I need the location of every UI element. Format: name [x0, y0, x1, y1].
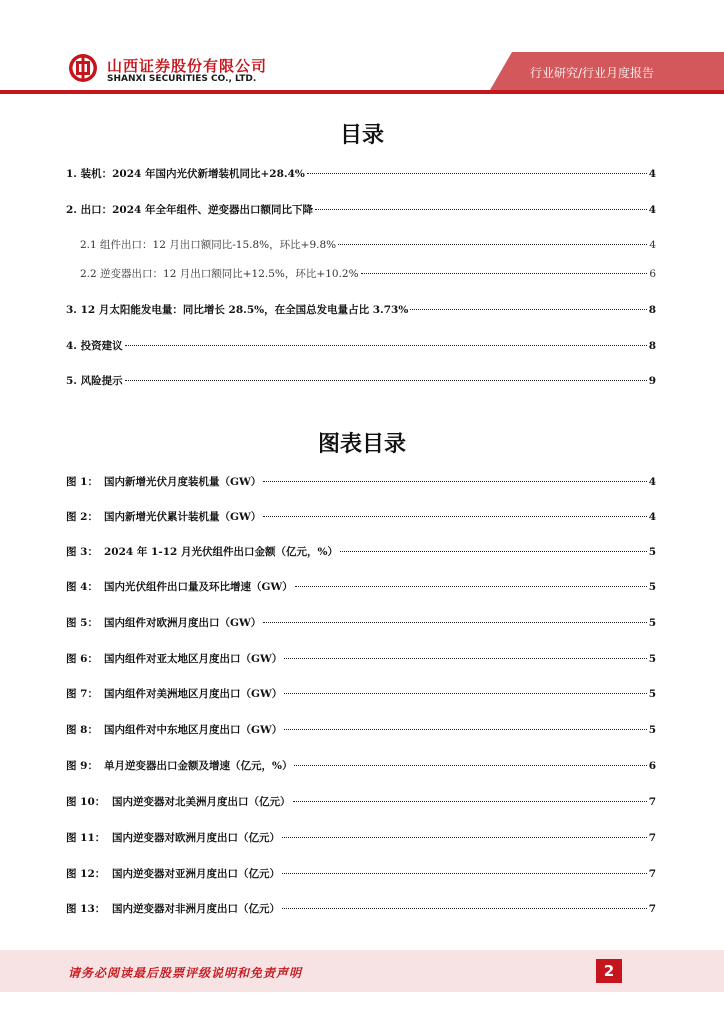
- figure-title: 2024 年 1-12 月光伏组件出口金额（亿元，%）: [104, 546, 338, 558]
- leader-dots: [282, 837, 647, 838]
- figure-number: 图 13：: [66, 903, 106, 915]
- toc-item-label: 装机：2024 年国内光伏新增装机同比+28.4%: [80, 168, 305, 180]
- figure-page: 5: [648, 653, 656, 665]
- figure-number: 图 12：: [66, 868, 106, 880]
- figure-page: 6: [648, 760, 656, 772]
- figure-title: 单月逆变器出口金额及增速（亿元，%）: [104, 760, 293, 772]
- leader-dots: [361, 273, 648, 274]
- toc-title: 目录: [339, 123, 384, 148]
- figure-list-item[interactable]: [66, 758, 656, 774]
- figure-number: 图 10：: [66, 796, 106, 808]
- figure-number: 图 7：: [66, 688, 98, 700]
- figure-list-item[interactable]: [66, 866, 656, 882]
- figure-number: 图 5：: [66, 617, 98, 629]
- figure-list-item[interactable]: [66, 509, 656, 525]
- toc-item[interactable]: [66, 338, 656, 354]
- figure-number: 图 8：: [66, 724, 98, 736]
- figure-list-item[interactable]: [66, 474, 656, 490]
- figure-title: 国内逆变器对北美洲月度出口（亿元）: [112, 796, 291, 808]
- page-number: 2: [596, 959, 622, 983]
- toc-item-number: 2.1: [80, 239, 97, 251]
- leader-dots: [263, 622, 646, 623]
- toc-item-label: 12 月太阳能发电量：同比增长 28.5%，在全国总发电量占比 3.73%: [80, 304, 409, 316]
- figure-page: 4: [648, 511, 656, 523]
- figure-number: 图 2：: [66, 511, 98, 523]
- figure-title: 国内逆变器对欧洲月度出口（亿元）: [112, 832, 280, 844]
- figure-title: 国内组件对欧洲月度出口（GW）: [104, 617, 262, 629]
- leader-dots: [338, 244, 647, 245]
- report-type-label: 行业研究/行业月度报告: [530, 66, 655, 80]
- toc-item-page: 4: [649, 239, 656, 251]
- page-header: [0, 0, 724, 100]
- toc-item-page: 8: [648, 304, 656, 316]
- figures-title: 图表目录: [317, 432, 406, 457]
- leader-dots: [410, 309, 646, 310]
- figure-title: 国内新增光伏月度装机量（GW）: [104, 476, 262, 488]
- figure-number: 图 3：: [66, 546, 98, 558]
- toc-item-label: 出口：2024 年全年组件、逆变器出口额同比下降: [80, 204, 314, 216]
- toc-item-label: 投资建议: [80, 340, 123, 352]
- disclaimer-notice: 请务必阅读最后股票评级说明和免责声明: [68, 966, 303, 980]
- leader-dots: [282, 873, 647, 874]
- figure-page: 7: [648, 832, 656, 844]
- toc-item-label: 风险提示: [80, 375, 123, 387]
- figure-page: 7: [648, 796, 656, 808]
- toc-item-number: 5.: [66, 375, 77, 387]
- toc-item-number: 3.: [66, 304, 77, 316]
- leader-dots: [293, 801, 647, 802]
- figure-number: 图 9：: [66, 760, 98, 772]
- figure-list-item[interactable]: [66, 544, 656, 560]
- figure-title: 国内光伏组件出口量及环比增速（GW）: [104, 581, 293, 593]
- toc-subitem[interactable]: [80, 266, 656, 282]
- toc-item-number: 2.: [66, 204, 77, 216]
- figure-number: 图 11：: [66, 832, 106, 844]
- leader-dots: [340, 551, 647, 552]
- leader-dots: [282, 908, 647, 909]
- toc-item[interactable]: [66, 202, 656, 218]
- figure-list-item[interactable]: [66, 901, 656, 917]
- figure-title: 国内逆变器对非洲月度出口（亿元）: [112, 903, 280, 915]
- figure-number: 图 1：: [66, 476, 98, 488]
- figure-list-item[interactable]: [66, 579, 656, 595]
- figure-number: 图 4：: [66, 581, 98, 593]
- leader-dots: [263, 481, 646, 482]
- figure-list-item[interactable]: [66, 722, 656, 738]
- leader-dots: [125, 380, 647, 381]
- figure-title: 国内组件对美洲地区月度出口（GW）: [104, 688, 283, 700]
- toc-item-page: 6: [649, 268, 656, 280]
- toc-item-page: 8: [648, 340, 656, 352]
- leader-dots: [315, 209, 647, 210]
- toc-item[interactable]: [66, 302, 656, 318]
- leader-dots: [294, 765, 646, 766]
- company-name-en: SHANXI SECURITIES CO., LTD.: [107, 74, 257, 84]
- figure-page: 5: [648, 688, 656, 700]
- figure-list-item[interactable]: [66, 615, 656, 631]
- leader-dots: [263, 516, 646, 517]
- company-name-cn: 山西证券股份有限公司: [107, 57, 268, 75]
- figure-title: 国内组件对亚太地区月度出口（GW）: [104, 653, 283, 665]
- toc-item[interactable]: [66, 373, 656, 389]
- figure-list-item[interactable]: [66, 686, 656, 702]
- figure-page: 7: [648, 903, 656, 915]
- figure-title: 国内逆变器对亚洲月度出口（亿元）: [112, 868, 280, 880]
- figure-page: 5: [648, 546, 656, 558]
- toc-item-label: 逆变器出口：12 月出口额同比+12.5%，环比+10.2%: [100, 268, 359, 280]
- toc-item-number: 4.: [66, 340, 77, 352]
- leader-dots: [284, 693, 646, 694]
- figure-title: 国内新增光伏累计装机量（GW）: [104, 511, 262, 523]
- toc-subitem[interactable]: [80, 237, 656, 253]
- figure-page: 4: [648, 476, 656, 488]
- toc-item-number: 1.: [66, 168, 77, 180]
- page-footer: [0, 950, 724, 992]
- toc-item[interactable]: [66, 166, 656, 182]
- figure-list-item[interactable]: [66, 651, 656, 667]
- figure-page: 7: [648, 868, 656, 880]
- leader-dots: [295, 586, 647, 587]
- leader-dots: [125, 345, 647, 346]
- leader-dots: [284, 729, 646, 730]
- toc-item-page: 9: [648, 375, 656, 387]
- figure-page: 5: [648, 581, 656, 593]
- figure-page: 5: [648, 617, 656, 629]
- leader-dots: [284, 658, 646, 659]
- header-divider: [0, 90, 724, 94]
- figure-list-item[interactable]: [66, 830, 656, 846]
- leader-dots: [307, 173, 647, 174]
- figure-page: 5: [648, 724, 656, 736]
- toc-item-page: 4: [648, 204, 656, 216]
- figure-number: 图 6：: [66, 653, 98, 665]
- figure-title: 国内组件对中东地区月度出口（GW）: [104, 724, 283, 736]
- figure-list-item[interactable]: [66, 794, 656, 810]
- toc-item-label: 组件出口：12 月出口额同比-15.8%，环比+9.8%: [100, 239, 337, 251]
- toc-item-page: 4: [648, 168, 656, 180]
- company-logo-icon: [68, 53, 98, 83]
- toc-item-number: 2.2: [80, 268, 97, 280]
